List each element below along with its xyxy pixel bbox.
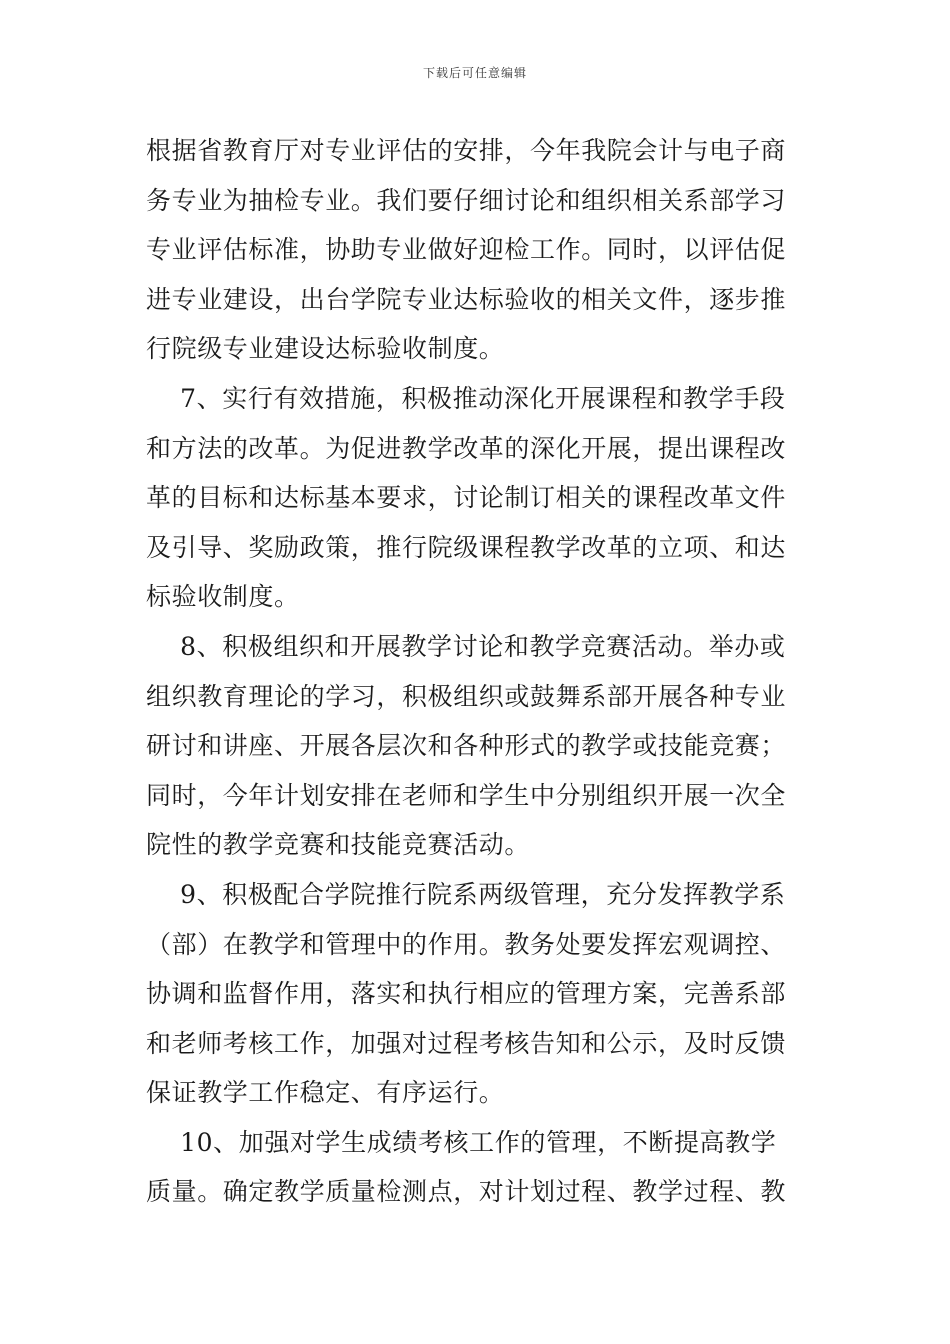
text-line: 9、积极配合学院推行院系两级管理，充分发挥教学系 bbox=[146, 879, 786, 909]
text-line: 8、积极组织和开展教学讨论和教学竞赛活动。举办或 bbox=[146, 631, 786, 661]
text-line: 及引导、奖励政策，推行院级课程教学改革的立项、和达 bbox=[146, 532, 787, 562]
text-line: 10、加强对学生成绩考核工作的管理，不断提高教学 bbox=[146, 1127, 777, 1157]
text-line: 研讨和讲座、开展各层次和各种形式的教学或技能竞赛； bbox=[146, 731, 787, 761]
text-line: （部）在教学和管理中的作用。教务处要发挥宏观调控、 bbox=[146, 929, 787, 959]
text-line: 和老师考核工作，加强对过程考核告知和公示，及时反馈 bbox=[146, 1028, 787, 1058]
text-line: 进专业建设，出台学院专业达标验收的相关文件，逐步推 bbox=[146, 284, 787, 314]
text-line: 7、实行有效措施，积极推动深化开展课程和教学手段 bbox=[146, 383, 786, 413]
text-line: 标验收制度。 bbox=[146, 582, 300, 612]
text-line: 根据省教育厅对专业评估的安排，今年我院会计与电子商 bbox=[146, 136, 787, 165]
text-line: 同时，今年计划安排在老师和学生中分别组织开展一次全 bbox=[146, 780, 787, 810]
text-line: 组织教育理论的学习，积极组织或鼓舞系部开展各种专业 bbox=[146, 681, 787, 711]
header-note: 下载后可任意编辑 bbox=[422, 66, 527, 80]
text-line: 协调和监督作用，落实和执行相应的管理方案，完善系部 bbox=[146, 979, 787, 1009]
document-body bbox=[146, 126, 808, 1217]
text-line: 院性的教学竞赛和技能竞赛活动。 bbox=[146, 830, 531, 860]
text-line: 保证教学工作稳定、有序运行。 bbox=[146, 1078, 505, 1108]
text-line: 行院级专业建设达标验收制度。 bbox=[146, 334, 505, 364]
text-line: 专业评估标准，协助专业做好迎检工作。同时，以评估促 bbox=[146, 235, 787, 265]
text-line: 和方法的改革。为促进教学改革的深化开展，提出课程改 bbox=[146, 433, 787, 463]
text-line: 革的目标和达标基本要求，讨论制订相关的课程改革文件 bbox=[146, 483, 787, 513]
text-line: 质量。确定教学质量检测点，对计划过程、教学过程、教 bbox=[146, 1177, 787, 1207]
text-line: 务专业为抽检专业。我们要仔细讨论和组织相关系部学习 bbox=[146, 185, 787, 215]
